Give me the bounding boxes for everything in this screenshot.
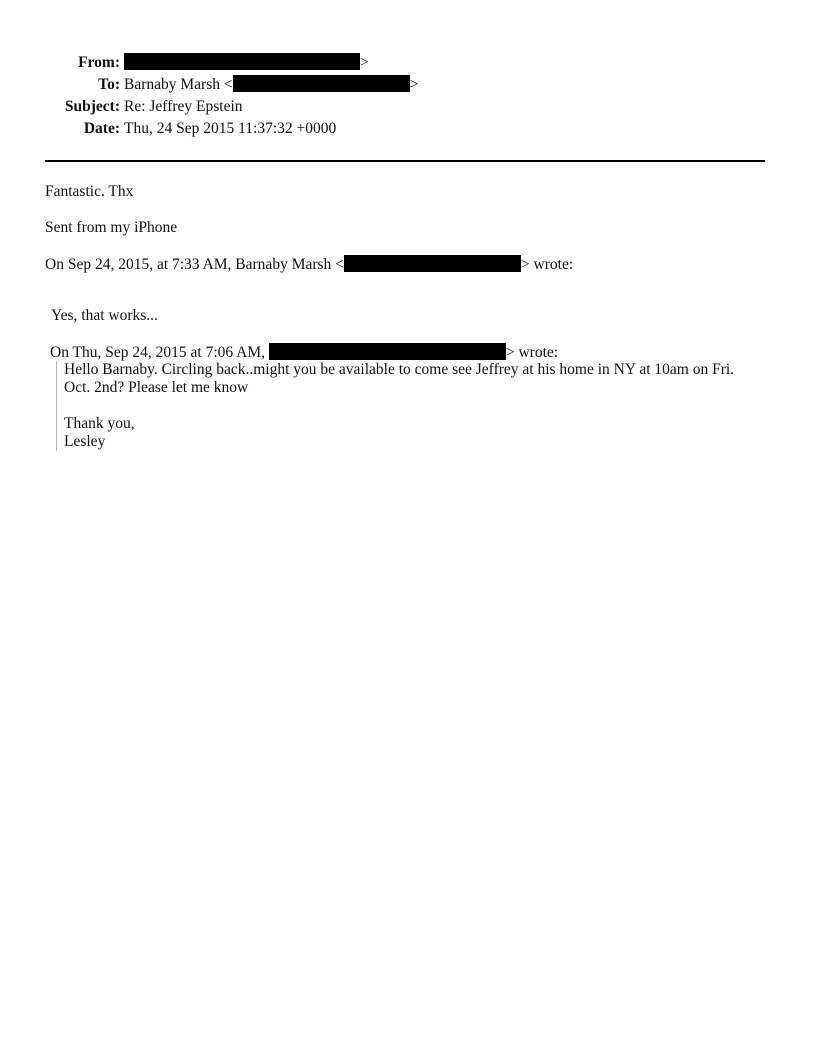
subject-label: Subject: bbox=[64, 98, 120, 115]
to-value bbox=[124, 74, 418, 96]
date-label: Date: bbox=[83, 120, 120, 137]
signature-line: Sent from my iPhone bbox=[45, 219, 178, 236]
quoted-message bbox=[56, 361, 776, 451]
quote-attribution bbox=[50, 343, 558, 362]
from-label: From: bbox=[78, 54, 120, 71]
reply-attribution-suffix: > wrote: bbox=[520, 256, 574, 273]
email-header bbox=[0, 52, 816, 140]
quoted-line: Oct. 2nd? Please let me know bbox=[64, 379, 249, 396]
redaction-bar bbox=[344, 255, 521, 272]
redaction-bar bbox=[124, 53, 360, 70]
to-suffix: > bbox=[409, 76, 419, 93]
reply-attribution bbox=[45, 255, 573, 274]
subject-row bbox=[0, 96, 816, 118]
quote-attribution-text: On Thu, Sep 24, 2015 at 7:06 AM, bbox=[50, 344, 265, 361]
to-row bbox=[0, 74, 816, 96]
from-suffix: > bbox=[360, 54, 369, 71]
redaction-bar bbox=[269, 343, 506, 360]
quoted-signature: Lesley bbox=[64, 433, 106, 450]
from-row bbox=[0, 52, 816, 74]
header-divider bbox=[45, 160, 765, 162]
quoted-closing: Thank you, bbox=[64, 415, 135, 432]
to-name: Barnaby Marsh < bbox=[124, 76, 233, 93]
quoted-line: Hello Barnaby. Circling back..might you be available to come see Jeffrey at his home in NY at 10am on Fri. bbox=[64, 361, 735, 378]
message-line: Fantastic. Thx bbox=[45, 183, 134, 200]
reply-attribution-text: On Sep 24, 2015, at 7:33 AM, Barnaby Marsh < bbox=[45, 256, 344, 273]
to-label: To: bbox=[98, 76, 120, 93]
blank-line bbox=[64, 397, 776, 415]
quote-attribution-suffix: > wrote: bbox=[505, 344, 559, 361]
date-value: Thu, 24 Sep 2015 11:37:32 +0000 bbox=[124, 120, 337, 137]
redaction-bar bbox=[233, 75, 410, 92]
date-row bbox=[0, 118, 816, 140]
reply-text: Yes, that works... bbox=[51, 307, 158, 324]
subject-value: Re: Jeffrey Epstein bbox=[124, 98, 243, 115]
from-value bbox=[124, 52, 369, 74]
